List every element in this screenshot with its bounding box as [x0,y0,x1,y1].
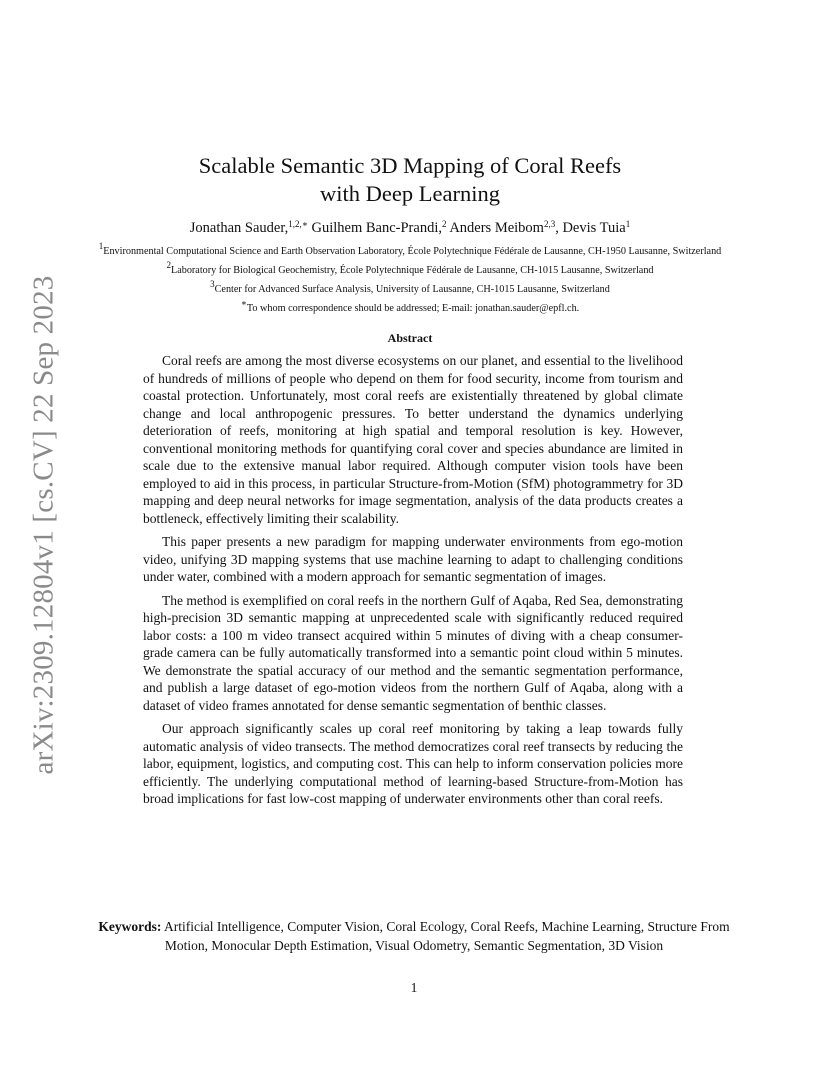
author-name: Devis Tuia [562,220,626,236]
affiliation-text: Laboratory for Biological Geochemistry, École Polytechnique Fédérale de Lausanne, CH-1015 Lausanne, Switzerland [170,265,654,276]
keywords [88,917,740,955]
arxiv-identifier-text: arXiv:2309.12804v1 [cs.CV] 22 Sep 2023 [27,275,60,775]
affiliation-1 [60,241,760,258]
author-superscript: 2,3 [543,219,556,229]
affiliation-superscript: 2 [166,260,171,270]
abstract-paragraph: Our approach significantly scales up coral reef monitoring by taking a leap towards fully automatic analysis of video transects. The method democratizes coral reef transects by reducing the labor, equipment, logistics, and computing cost. This can help to inform conservation policies more efficiently. The underlying computational method of learning-based Structure-from-Motion has broad implications for fast low-cost mapping of underwater environments other than coral reefs. [143,721,683,806]
affiliation-text: Environmental Computational Science and Earth Observation Laboratory, École Polytechnique Fédérale de Lausanne, CH-1950 Lausanne, Switzerland [103,246,722,257]
affiliation-3 [60,279,760,296]
affiliation-text: Center for Advanced Surface Analysis, University of Lausanne, CH-1015 Lausanne, Switzerland [214,284,610,295]
affiliation-2 [60,260,760,277]
affiliation-superscript: 1 [98,241,104,251]
author-superscript: 1,2,∗ [288,219,308,229]
correspondence-text: To whom correspondence should be addressed; E-mail: jonathan.sauder@epfl.ch. [246,303,580,314]
abstract-body [143,352,683,814]
abstract-paragraph: Coral reefs are among the most diverse ecosystems on our planet, and essential to the livelihood of hundreds of millions of people who depend on them for food security, income from tourism and coastal protection. Unfortunately, most coral reefs are existentially threatened by global climate change and local anthropogenic pressures. To better understand the dynamics underlying deterioration of reefs, monitoring at high spatial and temporal resolution is key. However, conventional monitoring methods for quantifying coral cover and species abundance are limited in scale due to the extensive manual labor required. Although computer vision tools have been employed to aid in this process, in particular Structure-from-Motion (SfM) photogrammetry for 3D mapping and deep neural networks for image segmentation, analysis of the data products creates a bottleneck, effectively limiting their scalability. [143,353,683,526]
keywords-text: Artificial Intelligence, Computer Vision, Coral Ecology, Coral Reefs, Machine Learning, Structure From Motion, Monocular Depth Estimation, Visual Odometry, Semantic Segmentation, 3D Vision [163,919,730,953]
keywords-label: Keywords: [98,919,162,934]
page-number: 1 [410,980,418,995]
arxiv-identifier [20,275,68,775]
abstract-paragraph: This paper presents a new paradigm for mapping underwater environments from ego-motion video, unifying 3D mapping systems that use machine learning to adapt to challenging conditions under water, combined with a modern approach for semantic segmentation of images. [143,534,683,584]
paper-title [120,152,700,208]
abstract-heading: Abstract [387,331,433,345]
correspondence-note [60,298,760,315]
author-separator: , [555,220,559,236]
author-name: Anders Meibom [449,220,544,236]
title-line-1: Scalable Semantic 3D Mapping of Coral Reefs [198,153,622,178]
abstract-paragraph: The method is exemplified on coral reefs in the northern Gulf of Aqaba, Red Sea, demonstrating high-precision 3D semantic mapping at unprecedented scale with significantly reduced required labor costs: a 100 m video transect acquired within 5 minutes of diving with a cheap consumer-grade camera can be fully automatically transformed into a semantic point cloud within 5 minutes. We demonstrate the spatial accuracy of our method and the semantic segmentation performance, and publish a large dataset of ego-motion videos from the northern Gulf of Aqaba, along with a dataset of video frames annotated for dense semantic segmentation of benthic classes. [143,592,683,713]
author-name: Jonathan Sauder, [189,220,289,236]
title-line-2: with Deep Learning [320,181,500,206]
author-list [110,219,710,237]
affiliation-superscript: ∗ [240,298,247,308]
author-name: Guilhem Banc-Prandi, [311,220,442,236]
author-superscript: 2 [441,219,447,229]
affiliation-superscript: 3 [210,279,215,289]
author-superscript: 1 [625,219,631,229]
